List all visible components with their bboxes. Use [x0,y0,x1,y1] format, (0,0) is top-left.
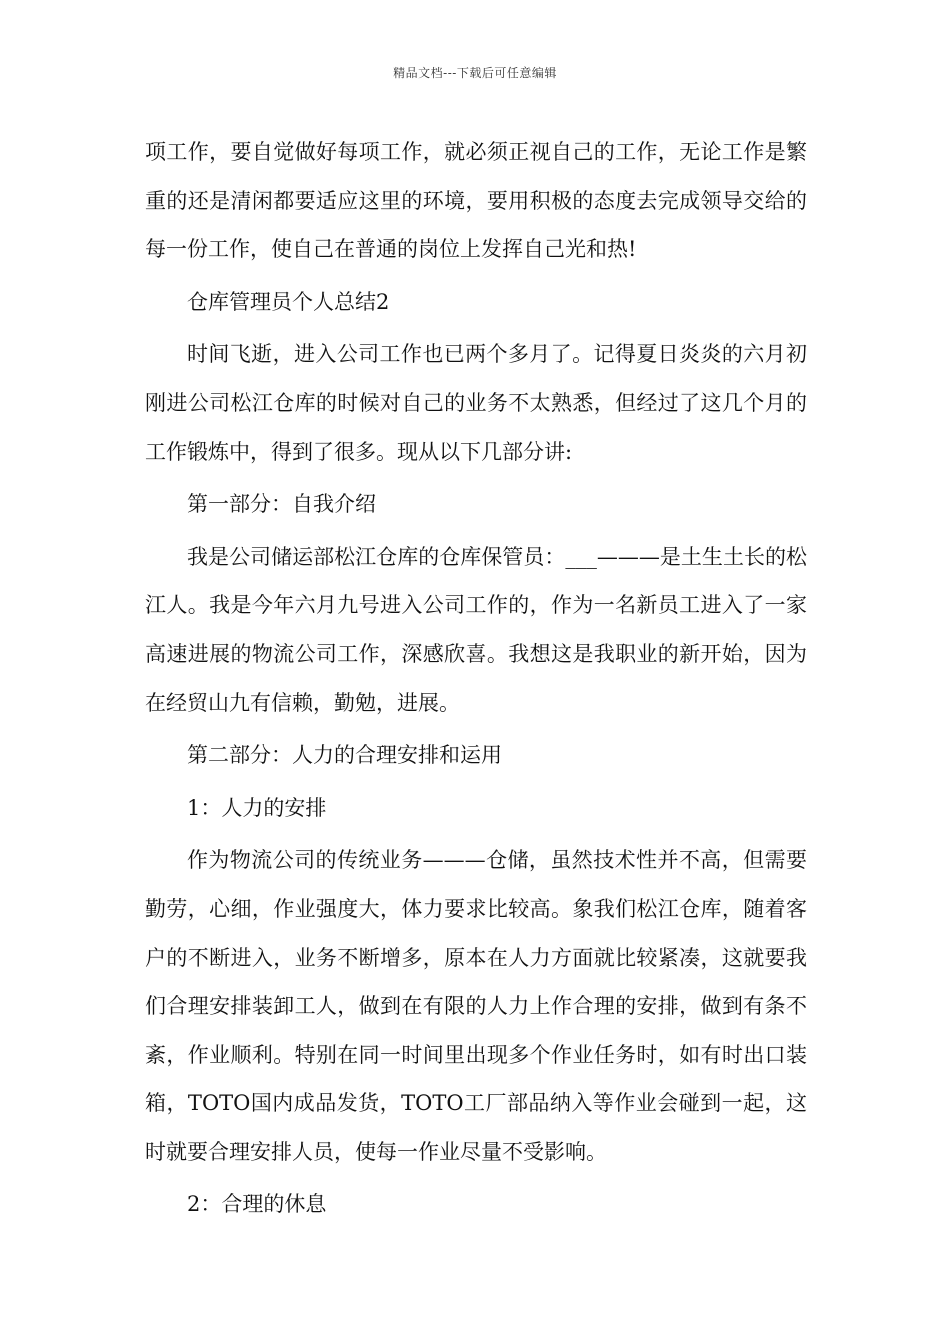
paragraph-continuation: 项工作，要自觉做好每项工作，就必须正视自己的工作，无论工作是繁重的还是清闲都要适应这里的环境，要用积极的态度去完成领导交给的每一份工作，使自己在普通的岗位上发挥自己光和热! [145,140,807,262]
page-header: 精品文档---下载后可任意编辑 [393,66,557,80]
section-title: 仓库管理员个人总结2 [187,289,390,314]
document-body [145,128,807,1233]
part-two-heading: 第二部分：人力的合理安排和运用 [187,743,502,768]
paragraph-staffing: 作为物流公司的传统业务———仓储，虽然技术性并不高，但需要勤劳，心细，作业强度大，体力要求比较高。象我们松江仓库，随着客户的不断进入，业务不断增多，原本在人力方面就比较紧凑，这就要我们合理安排装卸工人，做到在有限的人力上作合理的安排，做到有条不紊，作业顺利。特别在同一时间里出现多个作业任务时，如有时出口装箱，TOTO国内成品发货，TOTO工厂部品纳入等作业会碰到一起，这时就要合理安排人员，使每一作业尽量不受影响。 [145,848,807,1164]
paragraph-self-intro: 我是公司储运部松江仓库的仓库保管员：___———是土生土长的松江人。我是今年六月九号进入公司工作的，作为一名新员工进入了一家高速进展的物流公司工作，深感欣喜。我想这是我职业的新开始，因为在经贸山九有信赖，勤勉，进展。 [145,544,807,715]
subheading-staffing: 1：人力的安排 [187,795,327,820]
part-one-heading: 第一部分：自我介绍 [187,492,376,517]
subheading-rest: 2：合理的休息 [187,1192,327,1217]
paragraph-intro: 时间飞逝，进入公司工作也已两个多月了。记得夏日炎炎的六月初刚进公司松江仓库的时候对自己的业务不太熟悉，但经过了这几个月的工作锻炼中，得到了很多。现从以下几部分讲: [145,342,807,464]
